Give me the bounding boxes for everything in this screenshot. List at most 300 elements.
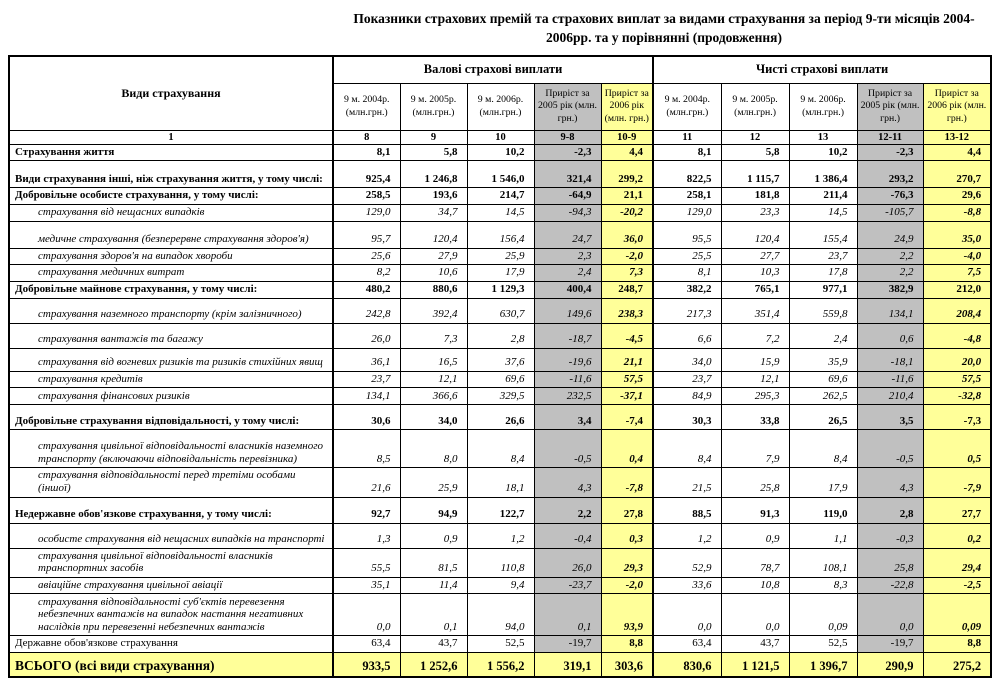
cell-value: 25,9 xyxy=(467,248,534,265)
cell-value: 933,5 xyxy=(333,653,400,677)
cell-value: 10,6 xyxy=(400,265,467,282)
cell-value: 120,4 xyxy=(721,221,789,248)
cell-value: 299,2 xyxy=(601,161,653,188)
cell-value: 0,0 xyxy=(721,594,789,636)
row-label: медичне страхування (безперервне страхування здоров'я) xyxy=(9,221,333,248)
cell-value: 23,3 xyxy=(721,205,789,222)
col-header-gross-increase-2006: Приріст за 2006 рік (млн. грн.) xyxy=(601,83,653,130)
cell-value: 24,9 xyxy=(857,221,923,248)
cell-value: 400,4 xyxy=(534,281,601,298)
cell-value: 29,4 xyxy=(923,548,991,577)
cell-value: -105,7 xyxy=(857,205,923,222)
cell-value: 156,4 xyxy=(467,221,534,248)
cell-value: 108,1 xyxy=(789,548,857,577)
cell-value: -94,3 xyxy=(534,205,601,222)
cell-value: 52,5 xyxy=(789,636,857,653)
cell-value: 1 246,8 xyxy=(400,161,467,188)
cell-value: 4,3 xyxy=(857,468,923,497)
cell-value: -2,3 xyxy=(857,144,923,161)
cell-value: 24,7 xyxy=(534,221,601,248)
table-row xyxy=(9,430,991,468)
cell-value: -7,4 xyxy=(601,405,653,430)
cell-value: 1,2 xyxy=(467,523,534,548)
row-label: Страхування життя xyxy=(9,144,333,161)
cell-value: 15,9 xyxy=(721,348,789,371)
cell-value: 69,6 xyxy=(789,371,857,388)
insurance-indicators-table xyxy=(8,55,992,678)
cell-value: 17,9 xyxy=(467,265,534,282)
row-label: страхування відповідальності перед третіми особами (іншої) xyxy=(9,468,333,497)
page-title: Показники страхових премій та страхових виплат за видами страхування за період 9-ти місяців 2004-2006рр. та у порівнянні (продовження) xyxy=(353,11,975,45)
cell-value: 0,0 xyxy=(857,594,923,636)
col-header-gross-2004: 9 м. 2004р. (млн.грн.) xyxy=(333,83,400,130)
cell-value: 0,0 xyxy=(333,594,400,636)
cell-value: 8,4 xyxy=(789,430,857,468)
cell-value: 94,9 xyxy=(400,497,467,523)
row-label: Добровільне особисте страхування, у тому числі: xyxy=(9,188,333,205)
cell-value: 36,0 xyxy=(601,221,653,248)
col-num: 9 xyxy=(400,130,467,144)
col-header-net-2005: 9 м. 2005р. (млн.грн.) xyxy=(721,83,789,130)
cell-value: -0,4 xyxy=(534,523,601,548)
cell-value: 120,4 xyxy=(400,221,467,248)
cell-value: -2,0 xyxy=(601,577,653,594)
cell-value: 8,0 xyxy=(400,430,467,468)
cell-value: 52,9 xyxy=(653,548,721,577)
cell-value: 8,4 xyxy=(467,430,534,468)
table-row xyxy=(9,323,991,348)
cell-value: 0,9 xyxy=(721,523,789,548)
row-label: Добровільне страхування відповідальності, у тому числі: xyxy=(9,405,333,430)
cell-value: 765,1 xyxy=(721,281,789,298)
cell-value: 84,9 xyxy=(653,388,721,405)
table-row xyxy=(9,248,991,265)
cell-value: 382,2 xyxy=(653,281,721,298)
cell-value: 2,4 xyxy=(534,265,601,282)
cell-value: 10,2 xyxy=(789,144,857,161)
table-row xyxy=(9,653,991,677)
cell-value: 275,2 xyxy=(923,653,991,677)
cell-value: 34,0 xyxy=(400,405,467,430)
cell-value: 55,5 xyxy=(333,548,400,577)
cell-value: 262,5 xyxy=(789,388,857,405)
cell-value: 270,7 xyxy=(923,161,991,188)
col-header-net-increase-2006: Приріст за 2006 рік (млн. грн.) xyxy=(923,83,991,130)
cell-value: 303,6 xyxy=(601,653,653,677)
cell-value: 8,3 xyxy=(789,577,857,594)
cell-value: 63,4 xyxy=(653,636,721,653)
cell-value: 0,2 xyxy=(923,523,991,548)
cell-value: 155,4 xyxy=(789,221,857,248)
cell-value: -18,1 xyxy=(857,348,923,371)
group-title-net-payments: Чисті страхові виплати xyxy=(653,56,991,84)
table-row xyxy=(9,281,991,298)
cell-value: 1,3 xyxy=(333,523,400,548)
table-row xyxy=(9,388,991,405)
cell-value: 69,6 xyxy=(467,371,534,388)
cell-value: 8,8 xyxy=(601,636,653,653)
cell-value: 8,5 xyxy=(333,430,400,468)
cell-value: 23,7 xyxy=(333,371,400,388)
cell-value: -0,3 xyxy=(857,523,923,548)
cell-value: 238,3 xyxy=(601,298,653,323)
cell-value: -11,6 xyxy=(857,371,923,388)
cell-value: 26,5 xyxy=(789,405,857,430)
table-row xyxy=(9,205,991,222)
cell-value: 92,7 xyxy=(333,497,400,523)
row-label: Державне обов'язкове страхування xyxy=(9,636,333,653)
cell-value: 8,1 xyxy=(653,144,721,161)
cell-value: 382,9 xyxy=(857,281,923,298)
table-row xyxy=(9,188,991,205)
table-row xyxy=(9,523,991,548)
col-num: 9-8 xyxy=(534,130,601,144)
cell-value: 0,6 xyxy=(857,323,923,348)
table-body xyxy=(9,144,991,676)
cell-value: 21,6 xyxy=(333,468,400,497)
cell-value: -20,2 xyxy=(601,205,653,222)
cell-value: 193,6 xyxy=(400,188,467,205)
col-num: 8 xyxy=(333,130,400,144)
table-row xyxy=(9,468,991,497)
cell-value: 29,6 xyxy=(923,188,991,205)
cell-value: -18,7 xyxy=(534,323,601,348)
cell-value: 36,1 xyxy=(333,348,400,371)
cell-value: 880,6 xyxy=(400,281,467,298)
row-label: страхування медичних витрат xyxy=(9,265,333,282)
col-header-net-increase-2005: Приріст за 2005 рік (млн. грн.) xyxy=(857,83,923,130)
cell-value: 211,4 xyxy=(789,188,857,205)
cell-value: 30,3 xyxy=(653,405,721,430)
cell-value: 18,1 xyxy=(467,468,534,497)
cell-value: -76,3 xyxy=(857,188,923,205)
cell-value: 8,1 xyxy=(333,144,400,161)
cell-value: 2,2 xyxy=(534,497,601,523)
column-number-row xyxy=(9,130,991,144)
cell-value: 14,5 xyxy=(467,205,534,222)
row-label: авіаційне страхування цивільної авіації xyxy=(9,577,333,594)
row-label: страхування вантажів та багажу xyxy=(9,323,333,348)
cell-value: -7,9 xyxy=(923,468,991,497)
cell-value: 11,4 xyxy=(400,577,467,594)
col-num: 12 xyxy=(721,130,789,144)
group-title-gross-payments: Валові страхові виплати xyxy=(333,56,653,84)
cell-value: 25,8 xyxy=(721,468,789,497)
cell-value: 119,0 xyxy=(789,497,857,523)
cell-value: 258,1 xyxy=(653,188,721,205)
cell-value: 630,7 xyxy=(467,298,534,323)
cell-value: 925,4 xyxy=(333,161,400,188)
cell-value: 480,2 xyxy=(333,281,400,298)
cell-value: 822,5 xyxy=(653,161,721,188)
label-column-header: Види страхування xyxy=(9,56,333,131)
cell-value: -22,8 xyxy=(857,577,923,594)
cell-value: 212,0 xyxy=(923,281,991,298)
table-row xyxy=(9,144,991,161)
row-label: страхування цивільної відповідальності власників транспортних засобів xyxy=(9,548,333,577)
cell-value: 25,9 xyxy=(400,468,467,497)
cell-value: 129,0 xyxy=(653,205,721,222)
cell-value: 208,4 xyxy=(923,298,991,323)
row-label: Недержавне обов'язкове страхування, у тому числі: xyxy=(9,497,333,523)
cell-value: 23,7 xyxy=(653,371,721,388)
cell-value: 0,4 xyxy=(601,430,653,468)
cell-value: 9,4 xyxy=(467,577,534,594)
cell-value: -0,5 xyxy=(534,430,601,468)
cell-value: 26,0 xyxy=(333,323,400,348)
cell-value: 0,09 xyxy=(789,594,857,636)
table-row xyxy=(9,636,991,653)
cell-value: 217,3 xyxy=(653,298,721,323)
col-num: 10 xyxy=(467,130,534,144)
cell-value: 5,8 xyxy=(400,144,467,161)
cell-value: 2,3 xyxy=(534,248,601,265)
cell-value: -19,7 xyxy=(857,636,923,653)
cell-value: 3,4 xyxy=(534,405,601,430)
cell-value: 0,09 xyxy=(923,594,991,636)
cell-value: 8,4 xyxy=(653,430,721,468)
cell-value: 94,0 xyxy=(467,594,534,636)
cell-value: 26,6 xyxy=(467,405,534,430)
col-num: 10-9 xyxy=(601,130,653,144)
table-row xyxy=(9,497,991,523)
cell-value: 134,1 xyxy=(857,298,923,323)
table-row xyxy=(9,577,991,594)
cell-value: 17,9 xyxy=(789,468,857,497)
cell-value: 12,1 xyxy=(721,371,789,388)
cell-value: 16,5 xyxy=(400,348,467,371)
cell-value: 29,3 xyxy=(601,548,653,577)
cell-value: 7,3 xyxy=(400,323,467,348)
cell-value: 0,0 xyxy=(653,594,721,636)
cell-value: -2,5 xyxy=(923,577,991,594)
cell-value: 0,1 xyxy=(534,594,601,636)
cell-value: 52,5 xyxy=(467,636,534,653)
cell-value: 93,9 xyxy=(601,594,653,636)
cell-value: 35,1 xyxy=(333,577,400,594)
cell-value: 2,4 xyxy=(789,323,857,348)
cell-value: 43,7 xyxy=(400,636,467,653)
cell-value: 20,0 xyxy=(923,348,991,371)
cell-value: 1 129,3 xyxy=(467,281,534,298)
row-label: Види страхування інші, ніж страхування життя, у тому числі: xyxy=(9,161,333,188)
cell-value: 181,8 xyxy=(721,188,789,205)
cell-value: 34,0 xyxy=(653,348,721,371)
cell-value: 295,3 xyxy=(721,388,789,405)
cell-value: 95,7 xyxy=(333,221,400,248)
cell-value: 81,5 xyxy=(400,548,467,577)
cell-value: 351,4 xyxy=(721,298,789,323)
col-header-gross-2006: 9 м. 2006р. (млн.грн.) xyxy=(467,83,534,130)
cell-value: 27,7 xyxy=(721,248,789,265)
cell-value: 12,1 xyxy=(400,371,467,388)
cell-value: 1,2 xyxy=(653,523,721,548)
cell-value: 2,2 xyxy=(857,265,923,282)
col-num: 11 xyxy=(653,130,721,144)
row-label: страхування здоров'я на випадок хвороби xyxy=(9,248,333,265)
cell-value: 8,1 xyxy=(653,265,721,282)
table-row xyxy=(9,594,991,636)
cell-value: 7,2 xyxy=(721,323,789,348)
row-label: страхування фінансових ризиків xyxy=(9,388,333,405)
cell-value: 14,5 xyxy=(789,205,857,222)
cell-value: 1 115,7 xyxy=(721,161,789,188)
cell-value: -4,8 xyxy=(923,323,991,348)
row-label: страхування від вогневих ризиків та ризиків стихійних явищ xyxy=(9,348,333,371)
col-header-gross-2005: 9 м. 2005р. (млн.грн.) xyxy=(400,83,467,130)
cell-value: 1 252,6 xyxy=(400,653,467,677)
cell-value: 27,8 xyxy=(601,497,653,523)
cell-value: 4,3 xyxy=(534,468,601,497)
cell-value: 830,6 xyxy=(653,653,721,677)
cell-value: 293,2 xyxy=(857,161,923,188)
cell-value: -37,1 xyxy=(601,388,653,405)
cell-value: 248,7 xyxy=(601,281,653,298)
cell-value: 1 546,0 xyxy=(467,161,534,188)
cell-value: -19,6 xyxy=(534,348,601,371)
col-header-gross-increase-2005: Приріст за 2005 рік (млн. грн.) xyxy=(534,83,601,130)
cell-value: 21,1 xyxy=(601,348,653,371)
cell-value: 242,8 xyxy=(333,298,400,323)
cell-value: 33,6 xyxy=(653,577,721,594)
table-row xyxy=(9,265,991,282)
cell-value: 7,3 xyxy=(601,265,653,282)
col-header-net-2004: 9 м. 2004р. (млн.грн.) xyxy=(653,83,721,130)
cell-value: 122,7 xyxy=(467,497,534,523)
cell-value: 7,9 xyxy=(721,430,789,468)
cell-value: 10,2 xyxy=(467,144,534,161)
cell-value: -2,0 xyxy=(601,248,653,265)
cell-value: 25,8 xyxy=(857,548,923,577)
cell-value: 5,8 xyxy=(721,144,789,161)
cell-value: 3,5 xyxy=(857,405,923,430)
cell-value: 34,7 xyxy=(400,205,467,222)
cell-value: 366,6 xyxy=(400,388,467,405)
row-label: Добровільне майнове страхування, у тому числі: xyxy=(9,281,333,298)
cell-value: -23,7 xyxy=(534,577,601,594)
cell-value: 977,1 xyxy=(789,281,857,298)
cell-value: 0,3 xyxy=(601,523,653,548)
cell-value: -7,8 xyxy=(601,468,653,497)
cell-value: 319,1 xyxy=(534,653,601,677)
cell-value: 37,6 xyxy=(467,348,534,371)
cell-value: -0,5 xyxy=(857,430,923,468)
cell-value: 134,1 xyxy=(333,388,400,405)
cell-value: 57,5 xyxy=(923,371,991,388)
cell-value: 1 556,2 xyxy=(467,653,534,677)
cell-value: 0,9 xyxy=(400,523,467,548)
cell-value: -8,8 xyxy=(923,205,991,222)
col-num: 13-12 xyxy=(923,130,991,144)
cell-value: -64,9 xyxy=(534,188,601,205)
cell-value: 88,5 xyxy=(653,497,721,523)
cell-value: 559,8 xyxy=(789,298,857,323)
row-label: страхування цивільної відповідальності власників наземного транспорту (включаючи відповідальність перевізника) xyxy=(9,430,333,468)
table-row xyxy=(9,348,991,371)
cell-value: 2,8 xyxy=(857,497,923,523)
cell-value: 149,6 xyxy=(534,298,601,323)
cell-value: 258,5 xyxy=(333,188,400,205)
cell-value: 26,0 xyxy=(534,548,601,577)
col-num: 12-11 xyxy=(857,130,923,144)
cell-value: 1,1 xyxy=(789,523,857,548)
table-row xyxy=(9,405,991,430)
cell-value: 4,4 xyxy=(601,144,653,161)
cell-value: 2,8 xyxy=(467,323,534,348)
cell-value: 1 396,7 xyxy=(789,653,857,677)
table-row xyxy=(9,298,991,323)
col-num: 1 xyxy=(9,130,333,144)
cell-value: 10,8 xyxy=(721,577,789,594)
cell-value: 392,4 xyxy=(400,298,467,323)
cell-value: -19,7 xyxy=(534,636,601,653)
table-row xyxy=(9,548,991,577)
cell-value: 321,4 xyxy=(534,161,601,188)
cell-value: 1 121,5 xyxy=(721,653,789,677)
cell-value: 110,8 xyxy=(467,548,534,577)
cell-value: 290,9 xyxy=(857,653,923,677)
cell-value: 10,3 xyxy=(721,265,789,282)
cell-value: 17,8 xyxy=(789,265,857,282)
cell-value: 25,5 xyxy=(653,248,721,265)
cell-value: 129,0 xyxy=(333,205,400,222)
row-label: страхування наземного транспорту (крім залізничного) xyxy=(9,298,333,323)
cell-value: 210,4 xyxy=(857,388,923,405)
cell-value: -2,3 xyxy=(534,144,601,161)
cell-value: 23,7 xyxy=(789,248,857,265)
cell-value: 25,6 xyxy=(333,248,400,265)
cell-value: 27,7 xyxy=(923,497,991,523)
cell-value: 0,1 xyxy=(400,594,467,636)
cell-value: 91,3 xyxy=(721,497,789,523)
col-num: 13 xyxy=(789,130,857,144)
cell-value: 329,5 xyxy=(467,388,534,405)
cell-value: 6,6 xyxy=(653,323,721,348)
cell-value: -7,3 xyxy=(923,405,991,430)
cell-value: 0,5 xyxy=(923,430,991,468)
cell-value: 57,5 xyxy=(601,371,653,388)
cell-value: 1 386,4 xyxy=(789,161,857,188)
cell-value: -11,6 xyxy=(534,371,601,388)
row-label: особисте страхування від нещасних випадків на транспорті xyxy=(9,523,333,548)
cell-value: 232,5 xyxy=(534,388,601,405)
cell-value: 8,2 xyxy=(333,265,400,282)
table-row xyxy=(9,221,991,248)
cell-value: 21,1 xyxy=(601,188,653,205)
cell-value: 35,0 xyxy=(923,221,991,248)
cell-value: 95,5 xyxy=(653,221,721,248)
cell-value: 8,8 xyxy=(923,636,991,653)
cell-value: 2,2 xyxy=(857,248,923,265)
cell-value: 35,9 xyxy=(789,348,857,371)
row-label: страхування від нещасних випадків xyxy=(9,205,333,222)
cell-value: -4,0 xyxy=(923,248,991,265)
cell-value: 21,5 xyxy=(653,468,721,497)
cell-value: 78,7 xyxy=(721,548,789,577)
row-label: страхування відповідальності суб'єктів перевезення небезпечних вантажів на випадок настання негативних наслідків при перевезенні небезпечних вантажів xyxy=(9,594,333,636)
cell-value: 4,4 xyxy=(923,144,991,161)
cell-value: 30,6 xyxy=(333,405,400,430)
cell-value: 63,4 xyxy=(333,636,400,653)
cell-value: 27,9 xyxy=(400,248,467,265)
table-row xyxy=(9,371,991,388)
cell-value: -32,8 xyxy=(923,388,991,405)
cell-value: 214,7 xyxy=(467,188,534,205)
cell-value: -4,5 xyxy=(601,323,653,348)
cell-value: 7,5 xyxy=(923,265,991,282)
table-row xyxy=(9,161,991,188)
group-header-row xyxy=(9,56,991,84)
